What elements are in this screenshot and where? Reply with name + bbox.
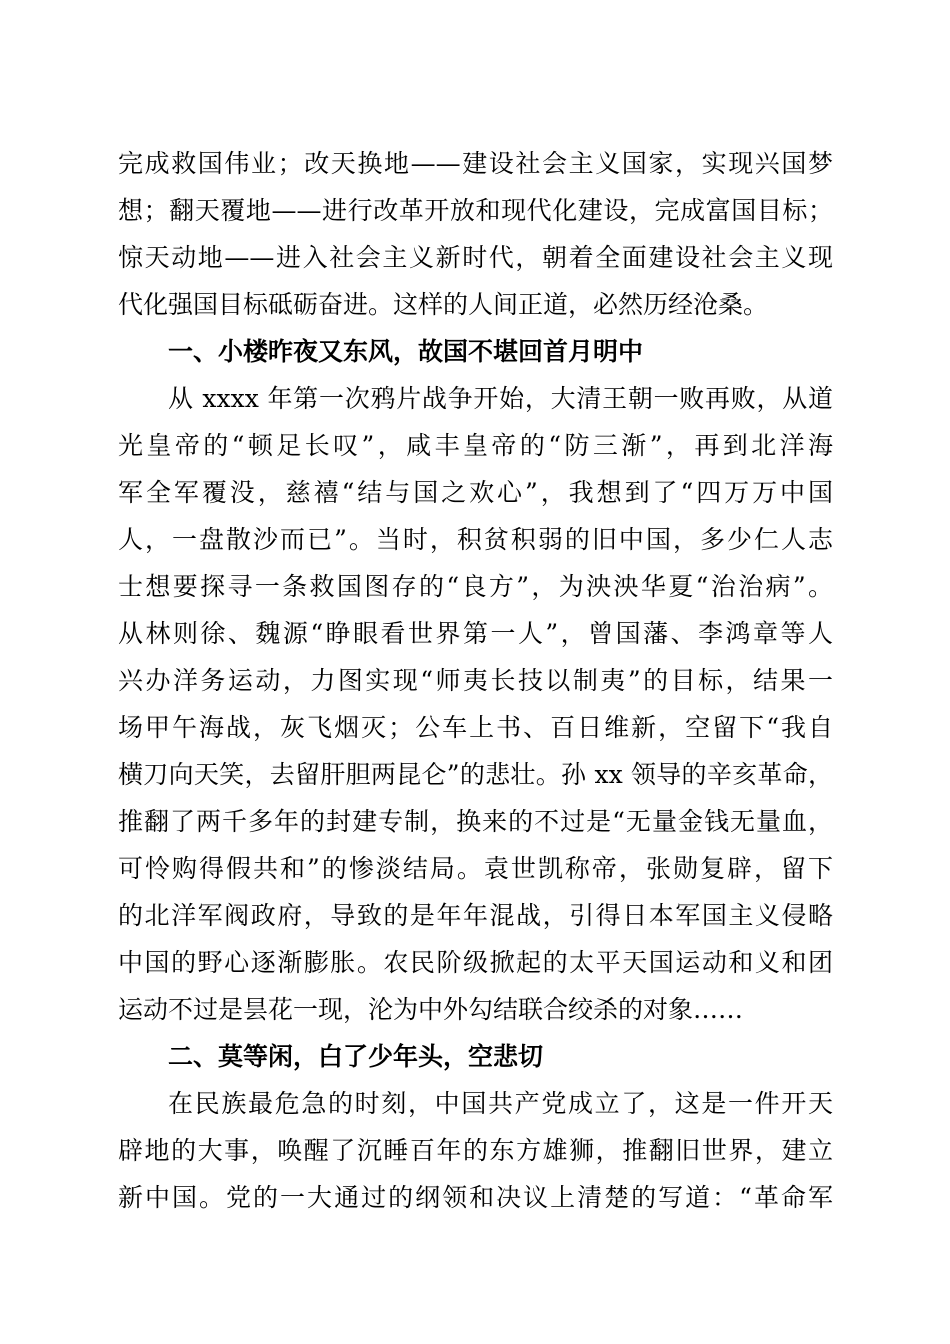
text-line: 场甲午海战，灰飞烟灭；公车上书、百日维新，空留下“我自 <box>118 713 833 742</box>
text-line: 人，一盘散沙而已”。当时，积贫积弱的旧中国，多少仁人志 <box>118 525 833 554</box>
paragraph-intro <box>118 140 833 328</box>
paragraph-1 <box>118 375 833 1033</box>
section-heading-1: 一、小楼昨夜又东风，故国不堪回首月明中 <box>168 337 644 366</box>
document-body <box>118 140 833 1221</box>
text-line: 光皇帝的“顿足长叹”，咸丰皇帝的“防三渐”，再到北洋海 <box>118 431 833 460</box>
text-line: 兴办洋务运动，力图实现“师夷长技以制夷”的目标，结果一 <box>118 666 833 695</box>
text-line: 中国的野心逐渐膨胀。农民阶级掀起的太平天国运动和义和团 <box>118 948 833 977</box>
text-line: 代化强国目标砥砺奋进。这样的人间正道，必然历经沧桑。 <box>118 290 769 319</box>
text-line: 在民族最危急的时刻，中国共产党成立了，这是一件开天 <box>168 1089 833 1118</box>
text-line: 完成救国伟业；改天换地——建设社会主义国家，实现兴国梦 <box>118 149 833 178</box>
section-heading-2: 二、莫等闲，白了少年头，空悲切 <box>168 1042 544 1071</box>
text-line: 士想要探寻一条救国图存的“良方”，为泱泱华夏“治治病”。 <box>118 572 833 601</box>
text-line: 从 xxxx 年第一次鸦片战争开始，大清王朝一败再败，从道 <box>168 384 833 413</box>
text-line: 从林则徐、魏源“睁眼看世界第一人”，曾国藩、李鸿章等人 <box>118 619 833 648</box>
text-line: 推翻了两千多年的封建专制，换来的不过是“无量金钱无量血， <box>118 807 833 836</box>
paragraph-2 <box>118 1080 833 1221</box>
text-line: 辟地的大事，唤醒了沉睡百年的东方雄狮，推翻旧世界，建立 <box>118 1136 833 1165</box>
text-line: 想；翻天覆地——进行改革开放和现代化建设，完成富国目标； <box>118 196 833 225</box>
text-line: 横刀向天笑，去留肝胆两昆仑”的悲壮。孙 xx 领导的辛亥革命， <box>118 760 833 789</box>
text-line: 惊天动地——进入社会主义新时代，朝着全面建设社会主义现 <box>118 243 833 272</box>
text-line: 新中国。党的一大通过的纲领和决议上清楚的写道：“革命军 <box>118 1183 833 1212</box>
text-line: 可怜购得假共和”的惨淡结局。袁世凯称帝，张勋复辟，留下 <box>118 854 833 883</box>
text-line: 运动不过是昙花一现，沦为中外勾结联合绞杀的对象…… <box>118 995 744 1024</box>
text-line: 军全军覆没，慈禧“结与国之欢心”，我想到了“四万万中国 <box>118 478 833 507</box>
text-line: 的北洋军阀政府，导致的是年年混战，引得日本军国主义侵略 <box>118 901 833 930</box>
